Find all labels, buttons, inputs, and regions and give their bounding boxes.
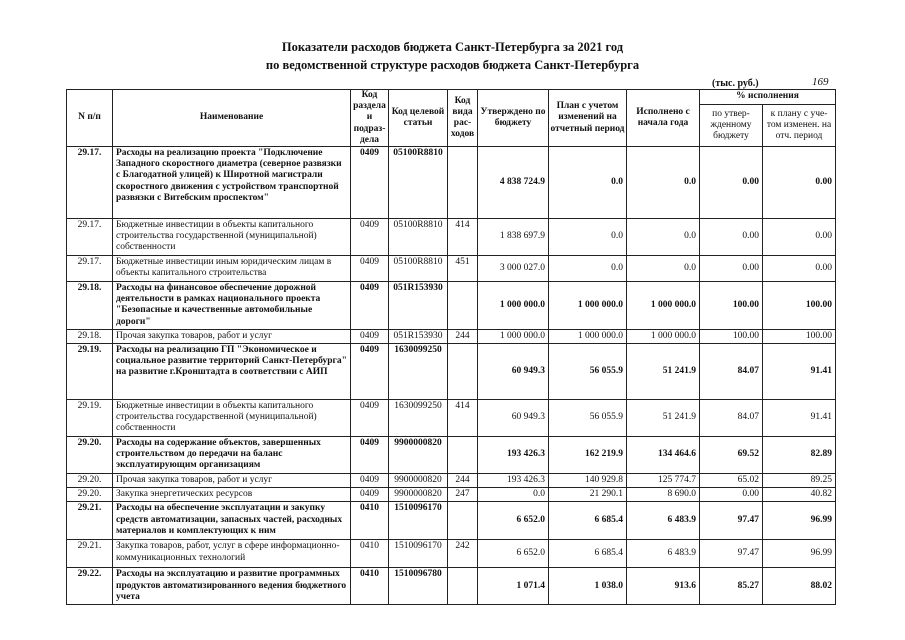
row-plan: 1 038.0 [549, 568, 627, 605]
row-approved: 6 652.0 [478, 502, 549, 540]
table-row [67, 474, 836, 488]
row-name: Расходы на эксплуатацию и развитие программных продуктов автоматизированного ведения бюджетного учета [113, 568, 351, 605]
row-type-code: 414 [448, 400, 478, 437]
row-type-code: 242 [448, 540, 478, 568]
row-done: 0.0 [627, 256, 700, 282]
row-pct-approved: 65.02 [700, 474, 763, 488]
row-section-code: 0409 [351, 219, 389, 256]
row-plan: 56 055.9 [549, 344, 627, 400]
row-pct-approved: 97.47 [700, 540, 763, 568]
row-target-code: 051R153930 [389, 282, 448, 330]
row-name: Расходы на обеспечение эксплуатации и закупку средств автоматизации, запасных частей, расходных материалов и комплектующих к ним [113, 502, 351, 540]
row-name: Расходы на содержание объектов, завершенных строительством до передачи на баланс эксплуатирующим организациям [113, 437, 351, 474]
row-approved: 1 000 000.0 [478, 282, 549, 330]
row-target-code: 051R153930 [389, 329, 448, 343]
row-approved: 4 838 724.9 [478, 147, 549, 219]
row-done: 913.6 [627, 568, 700, 605]
table-row [67, 400, 836, 437]
row-pct-approved: 0.00 [700, 256, 763, 282]
row-name: Закупка энергетических ресурсов [113, 488, 351, 502]
row-pct-plan: 96.99 [763, 540, 836, 568]
row-section-code: 0410 [351, 502, 389, 540]
row-num: 29.18. [67, 282, 113, 330]
row-name: Бюджетные инвестиции в объекты капитального строительства государственной (муниципальной) собственности [113, 219, 351, 256]
table-row [67, 219, 836, 256]
row-plan: 21 290.1 [549, 488, 627, 502]
table-row [67, 329, 836, 343]
row-section-code: 0409 [351, 400, 389, 437]
row-pct-plan: 91.41 [763, 344, 836, 400]
table-row [67, 147, 836, 219]
row-target-code: 9900000820 [389, 488, 448, 502]
row-plan: 0.0 [549, 147, 627, 219]
row-type-code: 451 [448, 256, 478, 282]
table-row [67, 282, 836, 330]
row-plan: 0.0 [549, 256, 627, 282]
row-done: 0.0 [627, 147, 700, 219]
row-target-code: 9900000820 [389, 474, 448, 488]
row-type-code [448, 568, 478, 605]
row-target-code: 1510096170 [389, 540, 448, 568]
row-approved: 1 071.4 [478, 568, 549, 605]
row-pct-plan: 0.00 [763, 147, 836, 219]
row-pct-plan: 100.00 [763, 282, 836, 330]
row-pct-approved: 0.00 [700, 219, 763, 256]
row-name: Расходы на финансовое обеспечение дорожной деятельности в рамках национального проекта "Безопасные и качественные автомобильные дороги" [113, 282, 351, 330]
row-approved: 60 949.3 [478, 400, 549, 437]
row-num: 29.20. [67, 437, 113, 474]
row-done: 1 000 000.0 [627, 282, 700, 330]
row-name: Бюджетные инвестиции в объекты капитального строительства государственной (муниципальной) собственности [113, 400, 351, 437]
row-pct-approved: 84.07 [700, 344, 763, 400]
row-target-code: 05100R8810 [389, 219, 448, 256]
row-section-code: 0409 [351, 474, 389, 488]
row-plan: 6 685.4 [549, 540, 627, 568]
row-pct-plan: 100.00 [763, 329, 836, 343]
row-pct-plan: 96.99 [763, 502, 836, 540]
row-plan: 56 055.9 [549, 400, 627, 437]
row-pct-plan: 0.00 [763, 219, 836, 256]
row-approved: 3 000 027.0 [478, 256, 549, 282]
table-row [67, 488, 836, 502]
row-type-code [448, 344, 478, 400]
row-name: Прочая закупка товаров, работ и услуг [113, 329, 351, 343]
units-label: (тыс. руб.) [712, 78, 759, 89]
row-plan: 1 000 000.0 [549, 282, 627, 330]
row-num: 29.17. [67, 219, 113, 256]
row-plan: 1 000 000.0 [549, 329, 627, 343]
row-plan: 6 685.4 [549, 502, 627, 540]
table-row [67, 437, 836, 474]
header-pct-approved: по утвер-жденному бюджету [700, 104, 763, 146]
header-done: Исполнено с начала года [627, 90, 700, 147]
header-name: Наименование [113, 90, 351, 147]
row-pct-plan: 0.00 [763, 256, 836, 282]
row-plan: 140 929.8 [549, 474, 627, 488]
row-approved: 60 949.3 [478, 344, 549, 400]
row-num: 29.20. [67, 488, 113, 502]
row-name: Закупка товаров, работ, услуг в сфере информационно-коммуникационных технологий [113, 540, 351, 568]
row-pct-approved: 97.47 [700, 502, 763, 540]
row-type-code [448, 282, 478, 330]
row-done: 51 241.9 [627, 400, 700, 437]
row-num: 29.17. [67, 256, 113, 282]
row-target-code: 1510096780 [389, 568, 448, 605]
row-pct-approved: 100.00 [700, 329, 763, 343]
table-row [67, 568, 836, 605]
row-done: 8 690.0 [627, 488, 700, 502]
row-name: Расходы на реализацию проекта "Подключение Западного скоростного диаметра (северное развязки с Благодатной улицей) к Широтной магистрали скоростного движения с устройством транспортной развязки с Витебским проспектом" [113, 147, 351, 219]
row-section-code: 0410 [351, 540, 389, 568]
report-subtitle: по ведомственной структуре расходов бюджета Санкт-Петербурга [265, 58, 640, 72]
row-name: Бюджетные инвестиции иным юридическим лицам в объекты капитального строительства [113, 256, 351, 282]
row-num: 29.19. [67, 344, 113, 400]
row-done: 1 000 000.0 [627, 329, 700, 343]
row-target-code: 05100R8810 [389, 147, 448, 219]
table-row [67, 344, 836, 400]
row-done: 6 483.9 [627, 540, 700, 568]
row-plan: 0.0 [549, 219, 627, 256]
row-pct-approved: 100.00 [700, 282, 763, 330]
row-approved: 193 426.3 [478, 437, 549, 474]
row-name: Прочая закупка товаров, работ и услуг [113, 474, 351, 488]
row-pct-approved: 84.07 [700, 400, 763, 437]
row-done: 0.0 [627, 219, 700, 256]
report-title: Показатели расходов бюджета Санкт-Петербурга за 2021 год [281, 40, 624, 54]
row-approved: 1 838 697.9 [478, 219, 549, 256]
row-plan: 162 219.9 [549, 437, 627, 474]
row-section-code: 0409 [351, 488, 389, 502]
row-target-code: 1510096170 [389, 502, 448, 540]
row-pct-approved: 69.52 [700, 437, 763, 474]
header-type-code: Код вида рас-ходов [448, 90, 478, 147]
row-pct-plan: 40.82 [763, 488, 836, 502]
header-target-code: Код целевой статьи [389, 90, 448, 147]
row-pct-approved: 0.00 [700, 488, 763, 502]
header-approved: Утверждено по бюджету [478, 90, 549, 147]
row-done: 134 464.6 [627, 437, 700, 474]
row-type-code [448, 437, 478, 474]
row-target-code: 9900000820 [389, 437, 448, 474]
row-section-code: 0409 [351, 256, 389, 282]
row-section-code: 0409 [351, 344, 389, 400]
row-num: 29.18. [67, 329, 113, 343]
expenses-table [66, 89, 836, 605]
table-body [67, 147, 836, 605]
row-target-code: 1630099250 [389, 344, 448, 400]
page-number: 169 [812, 76, 829, 88]
row-done: 51 241.9 [627, 344, 700, 400]
row-target-code: 1630099250 [389, 400, 448, 437]
header-pct-plan: к плану с уче-том изменен. на отч. период [763, 104, 836, 146]
header-pct: % исполнения [700, 90, 836, 105]
row-num: 29.17. [67, 147, 113, 219]
row-num: 29.21. [67, 540, 113, 568]
table-row [67, 256, 836, 282]
row-type-code: 244 [448, 474, 478, 488]
row-pct-plan: 88.02 [763, 568, 836, 605]
row-pct-approved: 85.27 [700, 568, 763, 605]
row-num: 29.21. [67, 502, 113, 540]
row-section-code: 0409 [351, 329, 389, 343]
row-section-code: 0409 [351, 147, 389, 219]
row-num: 29.20. [67, 474, 113, 488]
row-type-code: 244 [448, 329, 478, 343]
row-section-code: 0409 [351, 437, 389, 474]
row-approved: 6 652.0 [478, 540, 549, 568]
row-target-code: 05100R8810 [389, 256, 448, 282]
row-type-code [448, 147, 478, 219]
header-num: N п/п [67, 90, 113, 147]
row-done: 6 483.9 [627, 502, 700, 540]
row-name: Расходы на реализацию ГП "Экономическое и социальное развитие территорий Санкт-Петербурга" на развитие г.Кронштадта в соответствии с АИП [113, 344, 351, 400]
row-pct-plan: 91.41 [763, 400, 836, 437]
table-row [67, 502, 836, 540]
row-section-code: 0410 [351, 568, 389, 605]
row-pct-approved: 0.00 [700, 147, 763, 219]
row-type-code: 247 [448, 488, 478, 502]
row-approved: 1 000 000.0 [478, 329, 549, 343]
row-pct-plan: 89.25 [763, 474, 836, 488]
row-num: 29.19. [67, 400, 113, 437]
row-num: 29.22. [67, 568, 113, 605]
header-plan: План с учетом изменений на отчетный период [549, 90, 627, 147]
row-type-code: 414 [448, 219, 478, 256]
header-section-code: Код раздела и подраз-дела [351, 90, 389, 147]
row-pct-plan: 82.89 [763, 437, 836, 474]
row-section-code: 0409 [351, 282, 389, 330]
row-done: 125 774.7 [627, 474, 700, 488]
row-type-code [448, 502, 478, 540]
row-approved: 193 426.3 [478, 474, 549, 488]
table-row [67, 540, 836, 568]
row-approved: 0.0 [478, 488, 549, 502]
